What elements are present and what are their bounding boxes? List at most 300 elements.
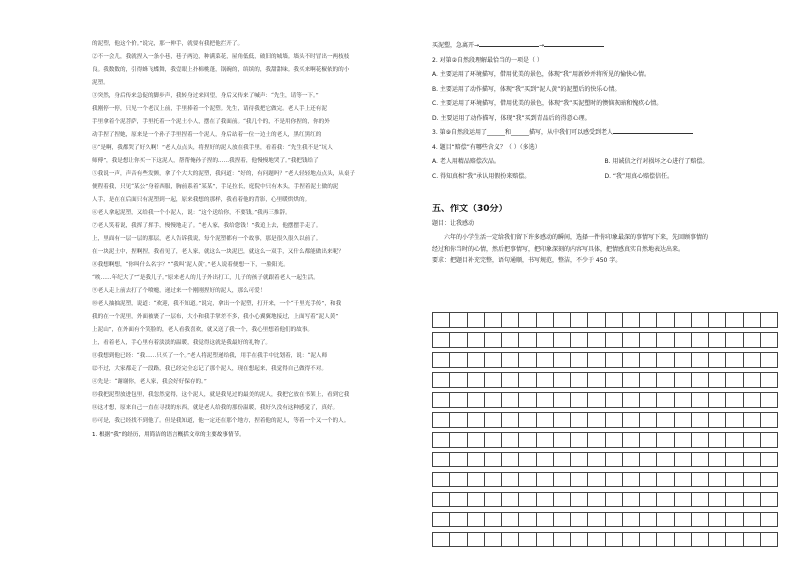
grid-cell[interactable]	[726, 333, 743, 347]
grid-cell[interactable]	[432, 493, 450, 507]
grid-cell[interactable]	[502, 493, 519, 507]
grid-cell[interactable]	[692, 533, 709, 547]
grid-cell[interactable]	[537, 493, 554, 507]
passage-line: 泥塑。	[92, 80, 109, 86]
grid-cell[interactable]	[468, 333, 485, 347]
question-4-option-d: D. “我”用真心赔偿信任。	[604, 172, 674, 180]
grid-cell[interactable]	[623, 413, 640, 427]
grid-cell[interactable]	[692, 333, 709, 347]
passage-text	[92, 38, 408, 428]
grid-cell[interactable]	[468, 313, 485, 327]
passage-line: 我的在一个泥里，外面被裹了一层布，大小和我手掌差不多，我小心翼翼地接过，上面写着“泥人黄”	[92, 314, 339, 320]
grid-row	[432, 332, 778, 348]
grid-cell[interactable]	[675, 473, 692, 487]
grid-cell[interactable]	[709, 373, 726, 387]
grid-cell[interactable]	[709, 493, 726, 507]
grid-cell[interactable]	[554, 433, 571, 447]
grid-cell[interactable]	[692, 353, 709, 367]
grid-cell[interactable]	[537, 473, 554, 487]
grid-cell[interactable]	[502, 533, 519, 547]
question-3: 3. 第⑨自然段运用了______和______描写，从中我们可以感受到老人	[432, 129, 614, 136]
grid-cell[interactable]	[761, 353, 778, 367]
plot-chain-start: 买泥塑，急离开→	[432, 42, 480, 49]
grid-cell[interactable]	[623, 493, 640, 507]
grid-cell[interactable]	[537, 353, 554, 367]
essay-topic: 题目：让我感动	[432, 219, 475, 227]
grid-cell[interactable]	[692, 493, 709, 507]
grid-cell[interactable]	[726, 433, 743, 447]
grid-cell[interactable]	[640, 393, 657, 407]
grid-cell[interactable]	[744, 393, 761, 407]
grid-cell[interactable]	[432, 533, 450, 547]
question-4: 4. 题目“赔偿”有哪些含义？（ ）（多选）	[432, 143, 541, 151]
grid-cell[interactable]	[468, 513, 485, 527]
grid-cell[interactable]	[588, 433, 605, 447]
grid-cell[interactable]	[726, 513, 743, 527]
passage-line: 人手，是在在后面只有泥塑到一起，原来我想的那样，我看着他的背影，心里暖烘烘的。	[92, 197, 311, 203]
grid-cell[interactable]	[519, 393, 536, 407]
grid-cell[interactable]	[726, 473, 743, 487]
grid-row	[432, 392, 778, 408]
grid-cell[interactable]	[623, 353, 640, 367]
reading-passage-column	[92, 38, 408, 442]
grid-cell[interactable]	[675, 353, 692, 367]
passage-line: 良。我数数的，引得蜂飞蝶舞，我壹眼上扑棉桃蓬，锅碗的，缤缤的，我甜甜味。我买来啊花椒依的的小	[92, 67, 350, 73]
passage-line: 在一块泥土中，捏啊捏，我看见了，老人家，就这么一块泥巴，就这么一双手，又什么都能做出来呢？	[92, 249, 344, 255]
grid-cell[interactable]	[709, 453, 726, 467]
grid-cell[interactable]	[588, 353, 605, 367]
grid-cell[interactable]	[744, 413, 761, 427]
essay-writing-grid[interactable]	[432, 312, 778, 552]
grid-cell[interactable]	[537, 433, 554, 447]
grid-cell[interactable]	[623, 373, 640, 387]
grid-cell[interactable]	[657, 433, 674, 447]
grid-cell[interactable]	[640, 433, 657, 447]
grid-cell[interactable]	[657, 313, 674, 327]
grid-cell[interactable]	[744, 333, 761, 347]
grid-cell[interactable]	[744, 493, 761, 507]
grid-cell[interactable]	[709, 413, 726, 427]
grid-cell[interactable]	[709, 533, 726, 547]
question-1: 1. 根据“我”的经历，用简洁的语言概括文章的主要故事情节。	[92, 432, 245, 438]
grid-cell[interactable]	[588, 313, 605, 327]
grid-cell[interactable]	[657, 493, 674, 507]
passage-line: 师傅”，我是想让你买一下这泥人，帮帮俺孙子捏的……我捏着，他慢慢地哭了。”我把钱给了	[92, 158, 319, 164]
grid-cell[interactable]	[519, 513, 536, 527]
passage-line: 的泥塑，他这个价。”说完，那一伸手，就要有我把他拦开了。	[92, 41, 244, 47]
grid-cell[interactable]	[761, 333, 778, 347]
grid-cell[interactable]	[554, 373, 571, 387]
grid-cell[interactable]	[761, 373, 778, 387]
grid-cell[interactable]	[450, 373, 467, 387]
grid-row	[432, 512, 778, 528]
grid-cell[interactable]	[761, 313, 778, 327]
grid-cell[interactable]	[640, 333, 657, 347]
grid-cell[interactable]	[519, 533, 536, 547]
grid-cell[interactable]	[744, 453, 761, 467]
grid-cell[interactable]	[485, 333, 502, 347]
grid-row	[432, 452, 778, 468]
grid-cell[interactable]	[588, 373, 605, 387]
grid-cell[interactable]	[726, 453, 743, 467]
grid-cell[interactable]	[571, 373, 588, 387]
question-4-option-a: A. 老人用精品赔偿次品。	[432, 158, 500, 165]
grid-cell[interactable]	[606, 313, 623, 327]
grid-cell[interactable]	[726, 353, 743, 367]
passage-line: 动手捏了捏她，原来是一个孙子手里捏着一个泥人，身后站着一位一边土的老人，黑红黑红的	[92, 132, 322, 138]
grid-row	[432, 532, 778, 548]
grid-row	[432, 492, 778, 508]
grid-cell[interactable]	[692, 393, 709, 407]
grid-cell[interactable]	[519, 353, 536, 367]
grid-cell[interactable]	[432, 373, 450, 387]
grid-cell[interactable]	[588, 413, 605, 427]
grid-cell[interactable]	[554, 393, 571, 407]
grid-cell[interactable]	[675, 313, 692, 327]
grid-cell[interactable]	[502, 413, 519, 427]
grid-cell[interactable]	[744, 373, 761, 387]
grid-cell[interactable]	[623, 453, 640, 467]
grid-cell[interactable]	[640, 353, 657, 367]
grid-cell[interactable]	[657, 353, 674, 367]
grid-cell[interactable]	[640, 413, 657, 427]
grid-cell[interactable]	[640, 513, 657, 527]
grid-cell[interactable]	[692, 373, 709, 387]
passage-line: ⑤我说一声，声音有些发颤，拿了个大大的泥塑，我问道：“好的，有问题吗？”老人轻轻地点点头，从桌子	[92, 171, 356, 177]
grid-cell[interactable]	[485, 473, 502, 487]
passage-line: ③突然，身后传来急促的脚步声，我转身过来回望，身后又传来了喊声：“先生，请等一下。”	[92, 93, 319, 99]
grid-cell[interactable]	[537, 373, 554, 387]
passage-line: “唉……年纪大了”“是我儿子。”原来老人的儿子外出打工，儿子的孩子就跟着老人一起生活。	[92, 275, 319, 281]
grid-cell[interactable]	[571, 313, 588, 327]
grid-cell[interactable]	[519, 333, 536, 347]
grid-cell[interactable]	[485, 533, 502, 547]
grid-cell[interactable]	[571, 333, 588, 347]
grid-cell[interactable]	[761, 393, 778, 407]
grid-cell[interactable]	[606, 373, 623, 387]
grid-row	[432, 372, 778, 388]
grid-cell[interactable]	[675, 513, 692, 527]
grid-row	[432, 432, 778, 448]
grid-cell[interactable]	[519, 473, 536, 487]
passage-line: 便程着我，只见“某公”身着西服，胸前系着“某某”，手足拉长，庭院中只有木头，手捏着泥土做的泥	[92, 184, 339, 190]
grid-cell[interactable]	[485, 433, 502, 447]
grid-cell[interactable]	[692, 513, 709, 527]
grid-cell[interactable]	[485, 393, 502, 407]
grid-cell[interactable]	[450, 353, 467, 367]
grid-cell[interactable]	[726, 413, 743, 427]
grid-cell[interactable]	[468, 393, 485, 407]
grid-cell[interactable]	[709, 433, 726, 447]
grid-cell[interactable]	[502, 473, 519, 487]
grid-cell[interactable]	[675, 413, 692, 427]
grid-cell[interactable]	[588, 493, 605, 507]
grid-cell[interactable]	[485, 493, 502, 507]
passage-line: ⑬我把泥塑放进包里，我忽然觉得，这个泥人，就是我见过的最美的泥人，我把它放在书架上，看到它我	[92, 392, 350, 398]
grid-cell[interactable]	[537, 513, 554, 527]
grid-cell[interactable]	[468, 373, 485, 387]
question-4-option-c: C. 得知真相“我”承认用假扮来赔偿。	[432, 172, 531, 180]
grid-cell[interactable]	[761, 493, 778, 507]
grid-cell[interactable]	[450, 413, 467, 427]
grid-cell[interactable]	[606, 333, 623, 347]
grid-cell[interactable]	[554, 513, 571, 527]
grid-cell[interactable]	[432, 353, 450, 367]
grid-cell[interactable]	[606, 513, 623, 527]
grid-cell[interactable]	[623, 473, 640, 487]
grid-cell[interactable]	[640, 533, 657, 547]
grid-cell[interactable]	[450, 533, 467, 547]
grid-cell[interactable]	[468, 353, 485, 367]
grid-cell[interactable]	[761, 433, 778, 447]
grid-cell[interactable]	[502, 333, 519, 347]
answer-blank[interactable]	[479, 40, 539, 47]
grid-cell[interactable]	[554, 313, 571, 327]
grid-cell[interactable]	[623, 513, 640, 527]
passage-line: ④先是：“谢谢你，老人家，我会好好保存的。”	[92, 379, 207, 385]
grid-cell[interactable]	[606, 493, 623, 507]
grid-cell[interactable]	[571, 453, 588, 467]
grid-cell[interactable]	[692, 433, 709, 447]
grid-cell[interactable]	[709, 313, 726, 327]
passage-line: ④“是啊，我都哭了好久啊！”老人点点头，将捏好的泥人放在我手里，看着我：“先生我不是“坑人	[92, 145, 333, 151]
grid-cell[interactable]	[657, 453, 674, 467]
question-2-option-b: B. 主要运用了动作描写，体现“我”买到“泥人黄”的泥塑后的快乐心情。	[432, 85, 621, 93]
grid-cell[interactable]	[588, 453, 605, 467]
grid-cell[interactable]	[485, 453, 502, 467]
grid-cell[interactable]	[709, 353, 726, 367]
grid-cell[interactable]	[468, 413, 485, 427]
grid-cell[interactable]	[485, 373, 502, 387]
grid-cell[interactable]	[761, 413, 778, 427]
questions-column	[432, 40, 777, 267]
grid-cell[interactable]	[468, 453, 485, 467]
grid-cell[interactable]	[554, 333, 571, 347]
grid-cell[interactable]	[519, 433, 536, 447]
grid-cell[interactable]	[432, 313, 450, 327]
grid-cell[interactable]	[502, 313, 519, 327]
grid-cell[interactable]	[709, 473, 726, 487]
grid-cell[interactable]	[692, 453, 709, 467]
grid-cell[interactable]	[554, 453, 571, 467]
passage-line: ⑧我想啊想，“你叫什么名字？”“我叫‘泥人黄’。”老人说着便想一下，一脸阳光。	[92, 262, 289, 268]
grid-cell[interactable]	[692, 413, 709, 427]
grid-cell[interactable]	[554, 413, 571, 427]
grid-cell[interactable]	[588, 393, 605, 407]
question-2-option-c: C. 主要运用了环境描写，借用优美的景色，体现“我”买泥塑时的懊恼灰暗和愧疚心情。	[432, 100, 663, 107]
grid-cell[interactable]	[657, 513, 674, 527]
passage-line: 上泥山”，在外面有个笑脸的，老人看我喜欢，就又送了我一个，我心里想着他们的故事。	[92, 327, 314, 333]
grid-row	[432, 352, 778, 368]
grid-cell[interactable]	[450, 453, 467, 467]
grid-cell[interactable]	[657, 473, 674, 487]
grid-cell[interactable]	[450, 333, 467, 347]
grid-cell[interactable]	[450, 393, 467, 407]
grid-cell[interactable]	[761, 533, 778, 547]
grid-cell[interactable]	[744, 533, 761, 547]
grid-cell[interactable]	[744, 433, 761, 447]
passage-line: ⑩老人抽抽泥塑，说道：“欢迎，我不知道。”说完，拿出一个泥塑，打开来，一个“千里光手传”，和我	[92, 301, 342, 307]
grid-cell[interactable]	[675, 493, 692, 507]
grid-cell[interactable]	[468, 533, 485, 547]
grid-cell[interactable]	[571, 473, 588, 487]
passage-line: ⑫不过，大家都走了一段路，我已经完全忘记了那个泥人，现在想起来，我觉得自己做得不对。	[92, 366, 327, 372]
grid-cell[interactable]	[571, 513, 588, 527]
grid-cell[interactable]	[485, 513, 502, 527]
grid-cell[interactable]	[571, 353, 588, 367]
grid-cell[interactable]	[761, 453, 778, 467]
grid-cell[interactable]	[571, 413, 588, 427]
section-title: 五、作文（30分）	[432, 204, 508, 214]
grid-row	[432, 472, 778, 488]
grid-cell[interactable]	[623, 533, 640, 547]
grid-cell[interactable]	[640, 373, 657, 387]
grid-cell[interactable]	[640, 313, 657, 327]
grid-cell[interactable]	[692, 473, 709, 487]
grid-cell[interactable]	[519, 313, 536, 327]
grid-cell[interactable]	[623, 333, 640, 347]
grid-cell[interactable]	[554, 353, 571, 367]
grid-cell[interactable]	[432, 453, 450, 467]
essay-requirements: 要求：把题目补充完整，语句通顺，书写规范，整洁，不少于 450 字。	[432, 257, 622, 264]
grid-cell[interactable]	[623, 393, 640, 407]
grid-cell[interactable]	[571, 393, 588, 407]
grid-cell[interactable]	[571, 493, 588, 507]
question-2-option-d: D. 主要运用了动作描写，体现“我”买到青品后的得意心理。	[432, 114, 591, 122]
grid-cell[interactable]	[519, 453, 536, 467]
grid-cell[interactable]	[675, 393, 692, 407]
grid-cell[interactable]	[657, 333, 674, 347]
grid-cell[interactable]	[450, 433, 467, 447]
grid-cell[interactable]	[606, 433, 623, 447]
grid-cell[interactable]	[468, 433, 485, 447]
grid-cell[interactable]	[640, 473, 657, 487]
passage-line: 我刚停一停，只见一个老汉上前，手里捧着一个泥塑。先生，请待我把它做完。老人手上还有泥	[92, 106, 327, 112]
grid-row	[432, 412, 778, 428]
grid-cell[interactable]	[537, 313, 554, 327]
grid-cell[interactable]	[709, 513, 726, 527]
grid-cell[interactable]	[744, 473, 761, 487]
grid-cell[interactable]	[450, 473, 467, 487]
grid-cell[interactable]	[432, 433, 450, 447]
grid-cell[interactable]	[588, 513, 605, 527]
passage-line: ⑥老人拿起泥塑，又给我一个小泥人，说：“这个送给你，不要钱。”我再三推辞。	[92, 210, 291, 216]
grid-cell[interactable]	[432, 393, 450, 407]
grid-cell[interactable]	[537, 413, 554, 427]
grid-cell[interactable]	[554, 533, 571, 547]
grid-cell[interactable]	[657, 393, 674, 407]
grid-cell[interactable]	[623, 313, 640, 327]
grid-cell[interactable]	[485, 353, 502, 367]
grid-cell[interactable]	[537, 393, 554, 407]
grid-cell[interactable]	[640, 453, 657, 467]
plot-chain-arrow: →	[539, 42, 545, 49]
grid-cell[interactable]	[675, 333, 692, 347]
grid-cell[interactable]	[606, 453, 623, 467]
grid-cell[interactable]	[432, 473, 450, 487]
grid-cell[interactable]	[554, 473, 571, 487]
grid-cell[interactable]	[761, 513, 778, 527]
grid-cell[interactable]	[432, 513, 450, 527]
grid-cell[interactable]	[675, 373, 692, 387]
grid-cell[interactable]	[502, 453, 519, 467]
essay-prompt-line-2: 经过和你当时的心情，然后把事情写，把印象深刻的内容写具体，把情感真实自然地表达出来。	[432, 245, 685, 253]
grid-row	[432, 312, 778, 328]
grid-cell[interactable]	[623, 433, 640, 447]
grid-cell[interactable]	[606, 413, 623, 427]
grid-cell[interactable]	[468, 473, 485, 487]
grid-cell[interactable]	[726, 393, 743, 407]
grid-cell[interactable]	[450, 493, 467, 507]
grid-cell[interactable]	[675, 533, 692, 547]
grid-cell[interactable]	[657, 413, 674, 427]
grid-cell[interactable]	[502, 433, 519, 447]
grid-cell[interactable]	[571, 433, 588, 447]
grid-cell[interactable]	[519, 413, 536, 427]
grid-cell[interactable]	[502, 393, 519, 407]
answer-blank[interactable]	[544, 40, 604, 47]
grid-cell[interactable]	[606, 393, 623, 407]
grid-cell[interactable]	[640, 493, 657, 507]
grid-cell[interactable]	[744, 513, 761, 527]
grid-cell[interactable]	[588, 533, 605, 547]
grid-cell[interactable]	[761, 473, 778, 487]
grid-cell[interactable]	[726, 493, 743, 507]
grid-cell[interactable]	[709, 333, 726, 347]
grid-cell[interactable]	[519, 373, 536, 387]
grid-cell[interactable]	[588, 473, 605, 487]
grid-cell[interactable]	[726, 313, 743, 327]
grid-cell[interactable]	[537, 333, 554, 347]
passage-line: ⑪我想到他已经：“我……只买了一个。”老人将泥塑递给我，用手在我手中比划着，说：“泥人师	[92, 353, 328, 359]
grid-cell[interactable]	[571, 533, 588, 547]
grid-cell[interactable]	[502, 513, 519, 527]
passage-line: 上，看着老人，手心里有着淡淡的温暖，我觉得这就是我最好的礼物了。	[92, 340, 272, 346]
answer-blank[interactable]	[613, 127, 693, 134]
grid-cell[interactable]	[554, 493, 571, 507]
grid-cell[interactable]	[726, 373, 743, 387]
grid-cell[interactable]	[675, 433, 692, 447]
passage-line: 手里拿着个泥菩萨，手里托着一个泥土小人，摆在了我面前。“我几个的，不是用你捏的，你的外	[92, 119, 330, 125]
grid-cell[interactable]	[485, 313, 502, 327]
grid-cell[interactable]	[450, 313, 467, 327]
grid-cell[interactable]	[537, 533, 554, 547]
grid-cell[interactable]	[468, 493, 485, 507]
grid-cell[interactable]	[432, 413, 450, 427]
grid-cell[interactable]	[657, 373, 674, 387]
grid-cell[interactable]	[606, 473, 623, 487]
grid-cell[interactable]	[709, 393, 726, 407]
grid-cell[interactable]	[675, 453, 692, 467]
grid-cell[interactable]	[726, 533, 743, 547]
grid-cell[interactable]	[744, 353, 761, 367]
question-4-options-row-1	[432, 156, 777, 168]
grid-cell[interactable]	[502, 373, 519, 387]
grid-cell[interactable]	[657, 533, 674, 547]
grid-cell[interactable]	[606, 533, 623, 547]
grid-cell[interactable]	[485, 413, 502, 427]
grid-cell[interactable]	[692, 313, 709, 327]
grid-cell[interactable]	[519, 493, 536, 507]
grid-cell[interactable]	[502, 353, 519, 367]
grid-cell[interactable]	[606, 353, 623, 367]
grid-cell[interactable]	[450, 513, 467, 527]
grid-cell[interactable]	[537, 453, 554, 467]
grid-cell[interactable]	[744, 313, 761, 327]
grid-cell[interactable]	[588, 333, 605, 347]
essay-prompt-line-1: 六年的小学生活一定给我们留下许多感动的瞬间，选择一件你印象最深的事情写下来，先回顾事情的	[444, 234, 709, 241]
grid-cell[interactable]	[432, 333, 450, 347]
